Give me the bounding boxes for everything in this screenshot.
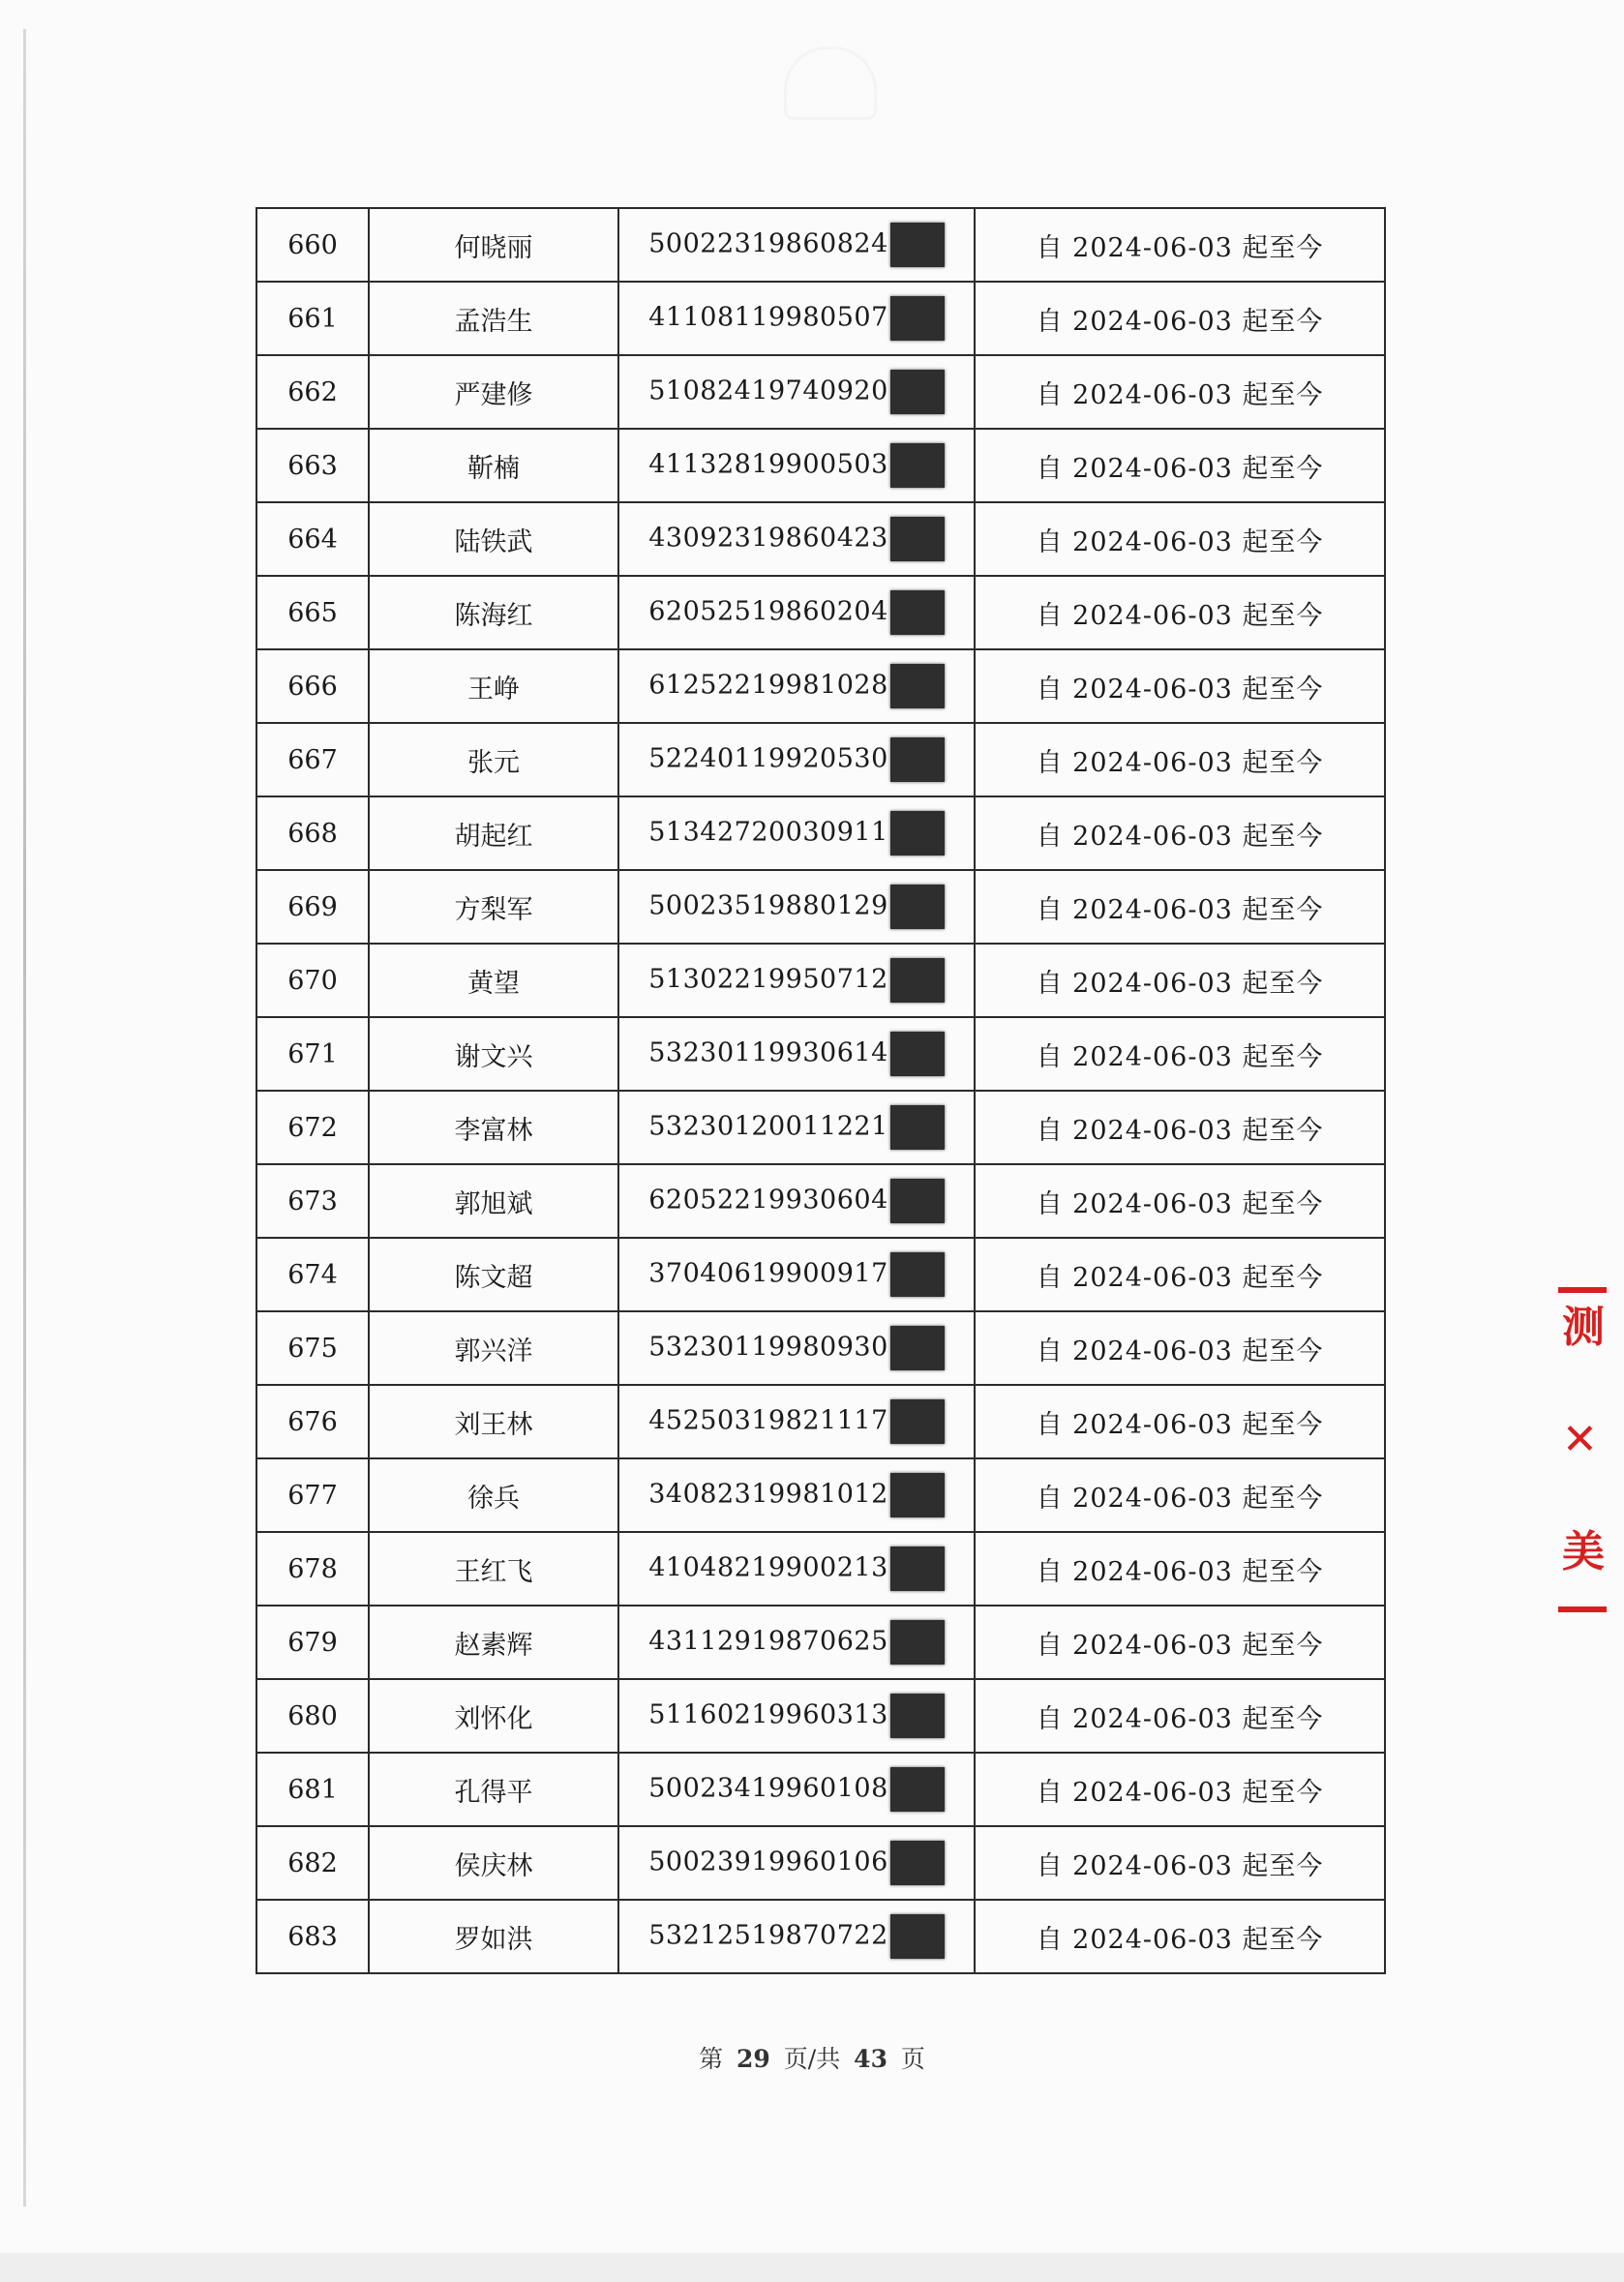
row-number: 677 [256,1458,369,1532]
row-number: 664 [256,502,369,576]
seal-glyph-2: ✕ [1562,1415,1598,1464]
table-row [256,1311,1385,1385]
row-number: 670 [256,944,369,1017]
faint-watermark [784,46,877,120]
person-name: 陈海红 [369,576,618,649]
effective-period: 自 2024-06-03 起至今 [975,1091,1385,1164]
row-number: 669 [256,870,369,944]
redaction-block [890,885,945,929]
id-number-cell [618,1164,975,1238]
row-number: 680 [256,1679,369,1753]
person-name: 李富林 [369,1091,618,1164]
row-number: 661 [256,282,369,355]
seal-border-top [1558,1287,1607,1293]
person-name: 王峥 [369,649,618,723]
table-row [256,1532,1385,1606]
id-number-cell [618,1606,975,1679]
redaction-block [890,1841,945,1885]
redaction-block [890,590,945,635]
person-name: 孟浩生 [369,282,618,355]
id-number: 51082419740920 [648,375,888,406]
redaction-block [890,664,945,708]
table-row [256,1091,1385,1164]
effective-period: 自 2024-06-03 起至今 [975,1238,1385,1311]
id-number-cell [618,1017,975,1091]
id-number-cell [618,1826,975,1900]
row-number: 667 [256,723,369,796]
id-number: 50023419960108 [648,1773,888,1804]
person-name: 赵素辉 [369,1606,618,1679]
redaction-block [890,1105,945,1150]
id-number: 37040619900917 [648,1258,888,1289]
id-number: 41048219900213 [648,1552,888,1583]
id-number-cell [618,723,975,796]
redaction-block [890,1032,945,1076]
redaction-block [890,1914,945,1959]
redaction-block [890,737,945,782]
redaction-block [890,223,945,267]
table-row [256,870,1385,944]
id-number: 53230120011221 [648,1111,888,1142]
person-name: 张元 [369,723,618,796]
effective-period: 自 2024-06-03 起至今 [975,1311,1385,1385]
id-number: 53212519870722 [648,1920,888,1951]
id-number: 53230119930614 [648,1037,888,1068]
personnel-table [256,207,1386,1974]
person-name: 陆铁武 [369,502,618,576]
id-number: 45250319821117 [648,1405,888,1436]
id-number-cell [618,1311,975,1385]
effective-period: 自 2024-06-03 起至今 [975,649,1385,723]
row-number: 683 [256,1900,369,1973]
effective-period: 自 2024-06-03 起至今 [975,1532,1385,1606]
scan-edge [23,29,26,2207]
id-number: 51342720030911 [648,817,888,848]
person-name: 郭旭斌 [369,1164,618,1238]
person-name: 侯庆林 [369,1826,618,1900]
footer-middle: 页/共 [783,2045,841,2073]
person-name: 郭兴洋 [369,1311,618,1385]
table-row [256,429,1385,502]
effective-period: 自 2024-06-03 起至今 [975,1679,1385,1753]
id-number-cell [618,1458,975,1532]
row-number: 676 [256,1385,369,1458]
redaction-block [890,1694,945,1738]
person-name: 刘王林 [369,1385,618,1458]
table-row [256,1753,1385,1826]
row-number: 679 [256,1606,369,1679]
row-number: 672 [256,1091,369,1164]
redaction-block [890,443,945,488]
person-name: 方梨军 [369,870,618,944]
row-number: 660 [256,208,369,282]
effective-period: 自 2024-06-03 起至今 [975,1017,1385,1091]
id-number: 41132819900503 [648,449,888,480]
id-number: 62052219930604 [648,1185,888,1216]
row-number: 673 [256,1164,369,1238]
id-number-cell [618,1238,975,1311]
redaction-block [890,517,945,561]
table-row [256,1385,1385,1458]
row-number: 678 [256,1532,369,1606]
id-number: 43092319860423 [648,523,888,554]
official-seal-fragment [1558,1287,1607,1616]
person-name: 刘怀化 [369,1679,618,1753]
effective-period: 自 2024-06-03 起至今 [975,282,1385,355]
total-page-number: 43 [854,2045,887,2073]
id-number-cell [618,1532,975,1606]
table-row [256,1458,1385,1532]
person-name: 严建修 [369,355,618,429]
effective-period: 自 2024-06-03 起至今 [975,1826,1385,1900]
id-number: 53230119980930 [648,1332,888,1363]
effective-period: 自 2024-06-03 起至今 [975,429,1385,502]
redaction-block [890,958,945,1003]
table-row [256,1606,1385,1679]
redaction-block [890,296,945,341]
effective-period: 自 2024-06-03 起至今 [975,208,1385,282]
redaction-block [890,370,945,414]
id-number: 41108119980507 [648,302,888,333]
person-name: 王红飞 [369,1532,618,1606]
table-row [256,576,1385,649]
redaction-block [890,1620,945,1665]
effective-period: 自 2024-06-03 起至今 [975,870,1385,944]
table-row [256,723,1385,796]
row-number: 666 [256,649,369,723]
effective-period: 自 2024-06-03 起至今 [975,355,1385,429]
id-number-cell [618,502,975,576]
redaction-block [890,1252,945,1297]
redaction-block [890,1399,945,1444]
row-number: 681 [256,1753,369,1826]
id-number: 34082319981012 [648,1479,888,1510]
id-number-cell [618,1753,975,1826]
personnel-table-body [256,208,1385,1973]
seal-glyph-1: 测 [1562,1303,1605,1352]
person-name: 徐兵 [369,1458,618,1532]
id-number: 50023519880129 [648,890,888,921]
id-number: 43112919870625 [648,1626,888,1657]
id-number-cell [618,1679,975,1753]
table-row [256,1017,1385,1091]
effective-period: 自 2024-06-03 起至今 [975,1753,1385,1826]
row-number: 671 [256,1017,369,1091]
row-number: 663 [256,429,369,502]
effective-period: 自 2024-06-03 起至今 [975,944,1385,1017]
id-number-cell [618,1091,975,1164]
id-number-cell [618,944,975,1017]
id-number-cell [618,576,975,649]
redaction-block [890,1179,945,1223]
table-row [256,1826,1385,1900]
person-name: 陈文超 [369,1238,618,1311]
effective-period: 自 2024-06-03 起至今 [975,576,1385,649]
id-number: 50022319860824 [648,228,888,259]
effective-period: 自 2024-06-03 起至今 [975,1606,1385,1679]
effective-period: 自 2024-06-03 起至今 [975,1458,1385,1532]
redaction-block [890,811,945,856]
effective-period: 自 2024-06-03 起至今 [975,502,1385,576]
row-number: 682 [256,1826,369,1900]
table-row [256,1238,1385,1311]
effective-period: 自 2024-06-03 起至今 [975,723,1385,796]
id-number-cell [618,429,975,502]
id-number: 50023919960106 [648,1847,888,1877]
row-number: 675 [256,1311,369,1385]
id-number-cell [618,649,975,723]
person-name: 黄望 [369,944,618,1017]
footer-prefix: 第 [699,2045,724,2073]
row-number: 668 [256,796,369,870]
id-number-cell [618,1385,975,1458]
redaction-block [890,1473,945,1517]
redaction-block [890,1767,945,1812]
id-number-cell [618,208,975,282]
table-row [256,502,1385,576]
footer-suffix: 页 [900,2045,925,2073]
row-number: 662 [256,355,369,429]
id-number-cell [618,870,975,944]
id-number: 62052519860204 [648,596,888,627]
id-number: 51302219950712 [648,964,888,995]
table-row [256,944,1385,1017]
effective-period: 自 2024-06-03 起至今 [975,796,1385,870]
effective-period: 自 2024-06-03 起至今 [975,1900,1385,1973]
current-page-number: 29 [737,2045,770,2073]
table-row [256,208,1385,282]
table-row [256,1679,1385,1753]
redaction-block [890,1326,945,1370]
id-number-cell [618,282,975,355]
person-name: 孔得平 [369,1753,618,1826]
person-name: 谢文兴 [369,1017,618,1091]
effective-period: 自 2024-06-03 起至今 [975,1164,1385,1238]
seal-glyph-3: 美 [1562,1527,1605,1576]
page-footer [0,2040,1624,2075]
scan-bottom-margin [0,2253,1624,2282]
id-number-cell [618,1900,975,1973]
person-name: 罗如洪 [369,1900,618,1973]
row-number: 674 [256,1238,369,1311]
id-number: 51160219960313 [648,1699,888,1730]
person-name: 胡起红 [369,796,618,870]
table-row [256,649,1385,723]
table-row [256,282,1385,355]
redaction-block [890,1546,945,1591]
effective-period: 自 2024-06-03 起至今 [975,1385,1385,1458]
id-number: 61252219981028 [648,670,888,701]
id-number-cell [618,796,975,870]
table-row [256,796,1385,870]
person-name: 何晓丽 [369,208,618,282]
seal-border-bottom [1558,1606,1607,1612]
id-number-cell [618,355,975,429]
row-number: 665 [256,576,369,649]
id-number: 52240119920530 [648,743,888,774]
table-row [256,1164,1385,1238]
table-row [256,1900,1385,1973]
person-name: 靳楠 [369,429,618,502]
table-row [256,355,1385,429]
